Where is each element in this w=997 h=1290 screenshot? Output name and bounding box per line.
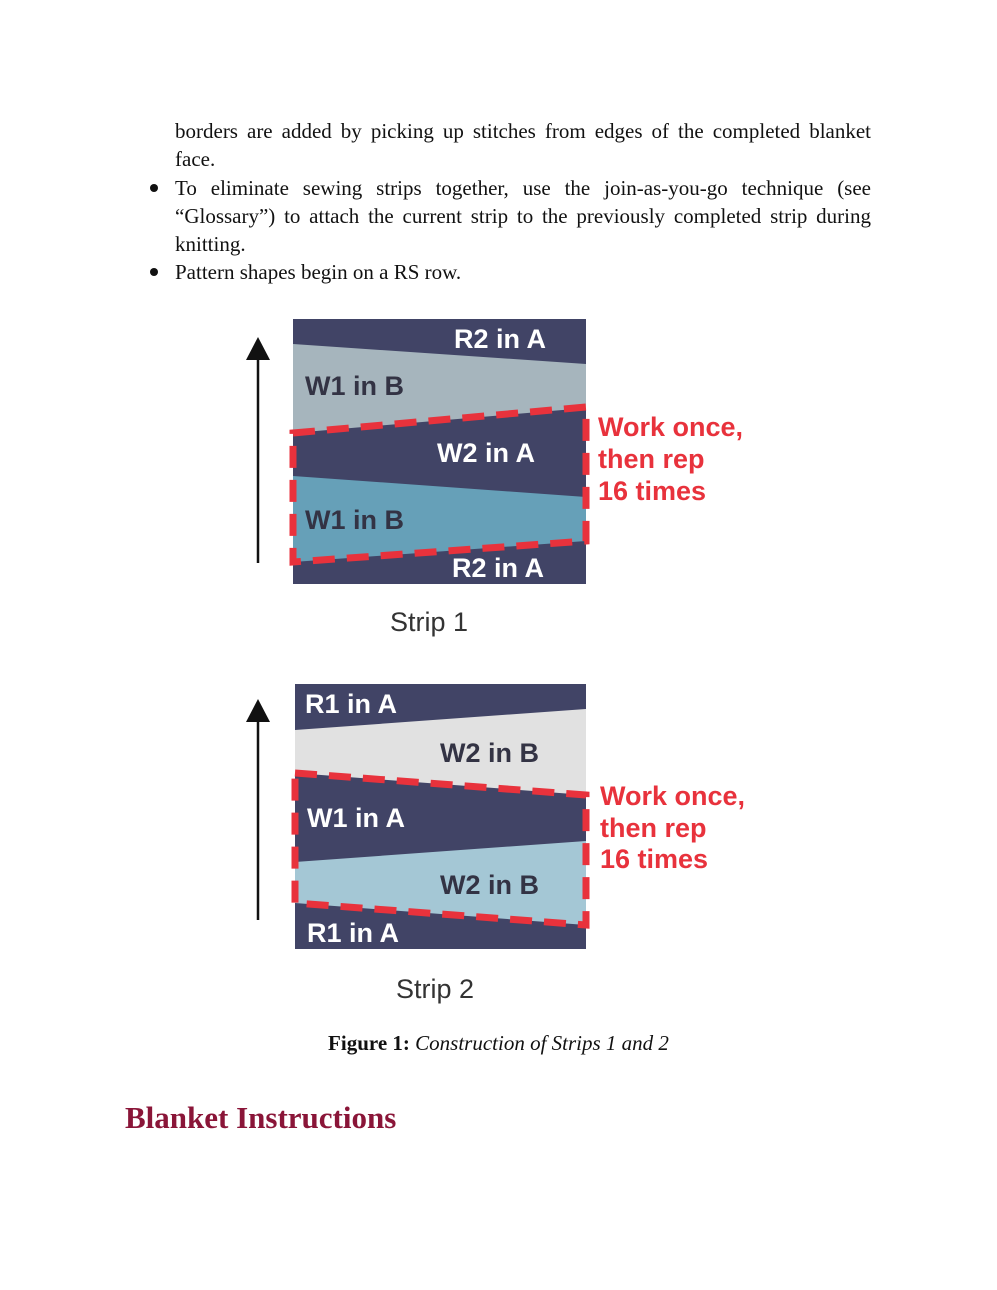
strip-1-label-w2: W2 in A — [437, 438, 535, 468]
strip-2-arrow-head — [246, 699, 270, 722]
section-heading: Blanket Instructions — [125, 1100, 397, 1135]
continuation-paragraph: borders are added by picking up stitches from edges of the completed blanket face. — [175, 119, 871, 171]
strip-2-label-w2-bottom: W2 in B — [440, 870, 539, 900]
strip-2-label-r1-top: R1 in A — [305, 689, 398, 719]
strip-1-note-line-3: 16 times — [598, 476, 707, 506]
strip-2-title: Strip 2 — [396, 974, 475, 1004]
strip-2-note-line-1: Work once, — [600, 781, 746, 811]
figure-caption-label: Figure 1: — [328, 1031, 410, 1055]
strip-1-title: Strip 1 — [390, 607, 469, 637]
strip-1-label-w1-top: W1 in B — [305, 371, 404, 401]
strip-2-diagram — [246, 684, 745, 1004]
strip-1-label-r2-bottom: R2 in A — [452, 553, 545, 583]
strip-2-note-line-2: then rep — [600, 813, 707, 843]
strip-1-arrow-head — [246, 337, 270, 360]
strip-2-label-w2-top: W2 in B — [440, 738, 539, 768]
bullet-item-join-as-you-go: To eliminate sewing strips together, use the join-as-you-go technique (see “Glossary”) to attach the current strip to the previously completed strip during knitting. — [175, 176, 871, 256]
strip-2-note-line-3: 16 times — [600, 844, 709, 874]
strip-2-label-w1: W1 in A — [307, 803, 405, 833]
strip-1-label-w1-bottom: W1 in B — [305, 505, 404, 535]
strip-2-label-r1-bottom: R1 in A — [307, 918, 400, 948]
strip-1-diagram — [246, 319, 743, 637]
strip-1-note-line-1: Work once, — [598, 412, 744, 442]
strip-1-note-line-2: then rep — [598, 444, 705, 474]
figure-caption — [0, 1029, 997, 1057]
bullet-item-rs-row: Pattern shapes begin on a RS row. — [175, 260, 462, 284]
strip-1-label-r2-top: R2 in A — [454, 324, 547, 354]
figure-caption-text: Construction of Strips 1 and 2 — [415, 1031, 669, 1055]
